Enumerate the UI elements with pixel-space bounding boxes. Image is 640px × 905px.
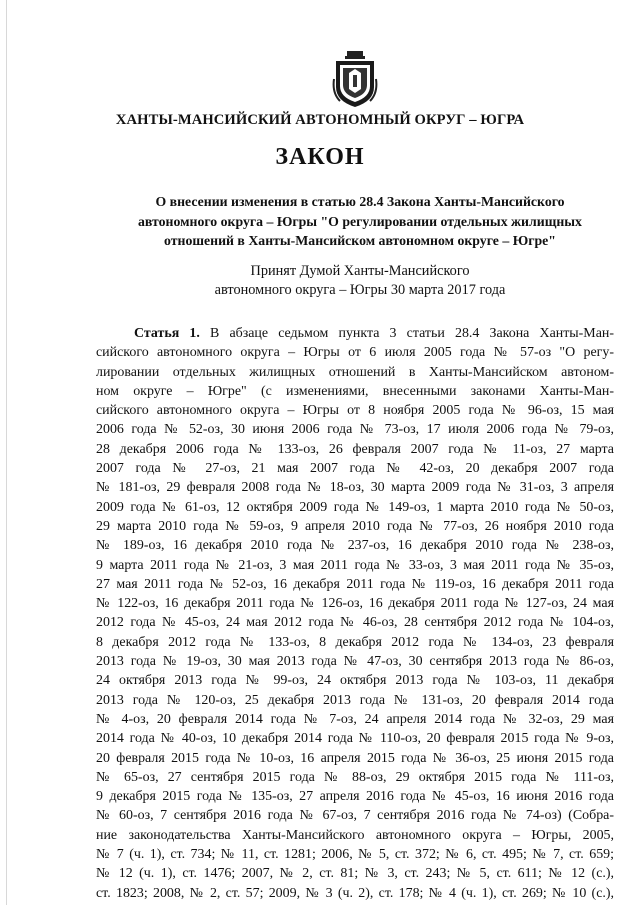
article-line: сийского автономного округа – Югры от 8 ноября 2005 года № 96-оз, 15 мая: [96, 403, 614, 419]
article-line: 8 декабря 2012 года № 133-оз, 8 декабря 2012 года № 134-оз, 23 февраля: [96, 634, 614, 650]
article-first-line: [96, 324, 614, 343]
article-line: № 181-оз, 29 февраля 2008 года № 18-оз, 30 марта 2009 года № 31-оз, 3 апреля: [96, 480, 614, 496]
article-line: сийского автономного округа – Югры от 6 июля 2005 года № 57-оз "О регу-: [96, 345, 614, 361]
region-heading: ХАНТЫ-МАНСИЙСКИЙ АВТОНОМНЫЙ ОКРУГ – ЮГРА: [115, 112, 525, 128]
article-line: 2006 года № 52-оз, 30 июня 2006 года № 73-оз, 17 июля 2006 года № 79-оз,: [96, 422, 614, 438]
article-line: № 65-оз, 27 сентября 2015 года № 88-оз, 29 октября 2015 года № 111-оз,: [96, 769, 614, 785]
article-line: № 4-оз, 20 февраля 2014 года № 7-оз, 24 апреля 2014 года № 32-оз, 29 мая: [96, 711, 614, 727]
article-line: 24 октября 2013 года № 99-оз, 24 октября 2013 года № 103-оз, 11 декабря: [96, 673, 614, 689]
subject-line: отношений в Ханты-Мансийском автономном округе – Югре": [164, 233, 556, 248]
article-line: № 60-оз, 7 сентября 2016 года № 67-оз, 7 сентября 2016 года № 74-оз) (Собра-: [96, 808, 614, 824]
article-line: 2009 года № 61-оз, 12 октября 2009 года № 149-оз, 1 марта 2010 года № 50-оз,: [96, 499, 614, 515]
article-line: 29 марта 2010 года № 59-оз, 9 апреля 2010 года № 77-оз, 26 ноября 2010 года: [96, 518, 614, 534]
article-line: ние законодательства Ханты-Мансийского автономного округа – Югры, 2005,: [96, 827, 614, 843]
article-line: 2007 года № 27-оз, 21 мая 2007 года № 42-оз, 20 декабря 2007 года: [96, 461, 614, 477]
article-line: лировании отдельных жилищных отношений в Ханты-Мансийском автоном-: [96, 364, 614, 380]
article-line: № 12 (ч. 1), ст. 1476; 2007, № 2, ст. 81; № 3, ст. 243; № 5, ст. 611; № 12 (с.),: [96, 866, 614, 882]
article-line: 2013 года № 19-оз, 30 мая 2013 года № 47-оз, 30 сентября 2013 года № 86-оз,: [96, 654, 614, 670]
adoption-note: [120, 262, 600, 300]
article-line: 2014 года № 40-оз, 10 декабря 2014 года № 110-оз, 20 февраля 2015 года № 9-оз,: [96, 731, 614, 747]
article-line: 20 февраля 2015 года № 10-оз, 16 апреля 2015 года № 36-оз, 25 июня 2015 года: [96, 750, 614, 766]
article-body: [96, 324, 614, 903]
article-line: 27 мая 2011 года № 52-оз, 16 декабря 2011 года № 119-оз, 16 декабря 2011 года: [96, 576, 614, 592]
article-line: 9 декабря 2015 года № 135-оз, 27 апреля 2016 года № 45-оз, 16 июня 2016 года: [96, 789, 614, 805]
subject-line: О внесении изменения в статью 28.4 Закона Ханты-Мансийского: [155, 194, 565, 209]
adoption-line: автономного округа – Югры 30 марта 2017 года: [214, 282, 506, 298]
scan-edge-line: [6, 0, 7, 905]
document-type-title: ЗАКОН: [275, 144, 365, 170]
adoption-line: Принят Думой Ханты-Мансийского: [250, 263, 470, 279]
article-line: ст. 1823; 2008, № 2, ст. 57; 2009, № 3 (ч. 2), ст. 178; № 4 (ч. 1), ст. 269; № 10 (с.),: [96, 885, 614, 901]
article-line: 9 марта 2011 года № 21-оз, 3 мая 2011 года № 33-оз, 3 мая 2011 года № 35-оз,: [96, 557, 614, 573]
article-line: 2012 года № 45-оз, 24 мая 2012 года № 46-оз, 28 сентября 2012 года № 104-оз,: [96, 615, 614, 631]
article-line: № 122-оз, 16 декабря 2011 года № 126-оз, 16 декабря 2011 года № 127-оз, 24 мая: [96, 596, 614, 612]
article-first-line-text: В абзаце седьмом пункта 3 статьи 28.4 Закона Ханты-Ман-: [199, 326, 614, 341]
article-line: ном округе – Югре" (с изменениями, внесенными законами Ханты-Ман-: [96, 383, 614, 399]
article-line: 2013 года № 120-оз, 25 декабря 2013 года № 131-оз, 20 февраля 2014 года: [96, 692, 614, 708]
law-subject: [90, 192, 630, 251]
article-label: Статья 1.: [134, 326, 200, 341]
article-line: № 189-оз, 16 декабря 2010 года № 237-оз, 16 декабря 2010 года № 238-оз,: [96, 538, 614, 554]
coat-of-arms-icon: [332, 49, 378, 109]
article-line: 28 декабря 2006 года № 133-оз, 26 февраля 2007 года № 11-оз, 27 марта: [96, 441, 614, 457]
article-line: № 7 (ч. 1), ст. 734; № 11, ст. 1281; 2006, № 5, ст. 372; № 6, ст. 495; № 7, ст. 659;: [96, 847, 614, 863]
subject-line: автономного округа – Югры "О регулировании отдельных жилищных: [138, 213, 582, 229]
